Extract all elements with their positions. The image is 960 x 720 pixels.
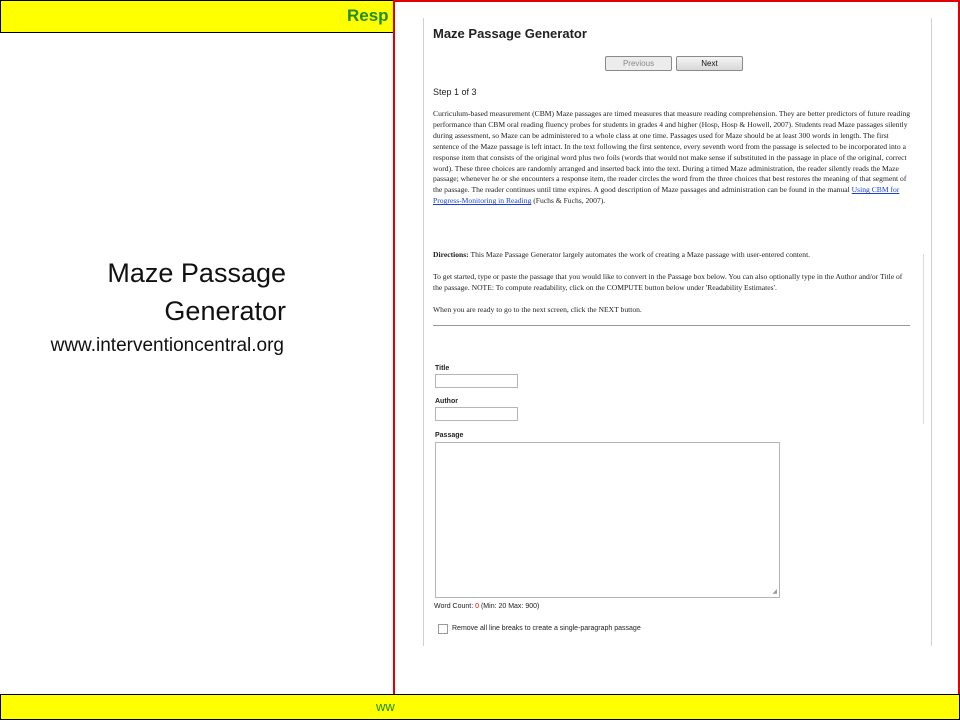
word-count-value: 0 — [475, 603, 480, 610]
next-button[interactable]: Next — [676, 56, 743, 71]
slide-title-line-2: Generator — [164, 296, 286, 326]
remove-line-breaks-checkbox[interactable] — [438, 624, 448, 634]
word-count-range: (Min: 20 Max: 900) — [479, 603, 540, 610]
word-count — [434, 603, 539, 610]
slide-title — [20, 254, 286, 330]
divider — [433, 325, 910, 326]
previous-button[interactable]: Previous — [605, 56, 672, 71]
cbm-manual-link[interactable]: Using CBM for Progress-Monitoring in Reading — [433, 185, 900, 206]
step-indicator: Step 1 of 3 — [433, 87, 477, 97]
page-title: Maze Passage Generator — [433, 26, 587, 41]
intro-text: Curriculum-based measurement (CBM) Maze passages are timed measures that measure reading comprehension. They are better predictors of future reading performance than CBM oral reading fluency probes for students in grades 4 and higher (Hosp, Hosp & Howell, 2007). Students read Maze passages silently during assessment, so Maze can be administered to a whole class at one time. Passages used for Maze should be at least 300 words in length. The first sentence of the Maze passage is left intact. In the text following the first sentence, every seventh word from the passage is selected to be incorporated into a response item that consists of the original word plus two foils (words that would not make sense if substituted in the passage in place of the original, correct word). These three choices are randomly arranged and inserted back into the text. During a timed Maze administration, the reader silently reads the Maze passage; whenever he or she encounters a response item, the reader circles the word from the three choices that best restores the meaning of that segment of the passage. The reader continues until time expires. A good description of Maze passages and administration can be found in the manual — [433, 109, 911, 195]
intro-paragraph — [433, 109, 911, 207]
resize-grip-icon[interactable]: ◢ — [772, 589, 777, 595]
slide-title-line-1: Maze Passage — [107, 258, 286, 288]
slide-url: www.interventioncentral.org — [50, 335, 284, 356]
directions-label: Directions: — [433, 250, 469, 259]
footer-text: ww — [376, 699, 395, 714]
footer-bar — [0, 694, 960, 720]
author-input[interactable] — [435, 407, 518, 421]
author-label: Author — [435, 398, 458, 405]
header-text: Resp — [347, 6, 389, 25]
directions-paragraph — [433, 250, 911, 261]
title-input[interactable] — [435, 374, 518, 388]
title-label: Title — [435, 365, 450, 372]
scrollbar[interactable] — [923, 254, 931, 424]
passage-label: Passage — [435, 432, 464, 439]
maze-generator-page — [423, 18, 932, 646]
word-count-label: Word Count: — [434, 603, 476, 610]
directions-text: This Maze Passage Generator largely automates the work of creating a Maze passage with user-entered content. — [468, 250, 811, 259]
remove-line-breaks-label[interactable]: Remove all line breaks to create a single-paragraph passage — [452, 625, 641, 632]
intro-citation: (Fuchs & Fuchs, 2007). — [531, 196, 606, 206]
passage-textarea[interactable] — [435, 442, 780, 598]
get-started-paragraph: To get started, type or paste the passage that you would like to convert in the Passage box below. You can also optionally type in the Author and/or Title of the passage. NOTE: To compute readability, click on the COMPUTE button below under 'Readability Estimates'. — [433, 272, 903, 292]
ready-instruction: When you are ready to go to the next screen, click the NEXT button. — [433, 305, 642, 314]
